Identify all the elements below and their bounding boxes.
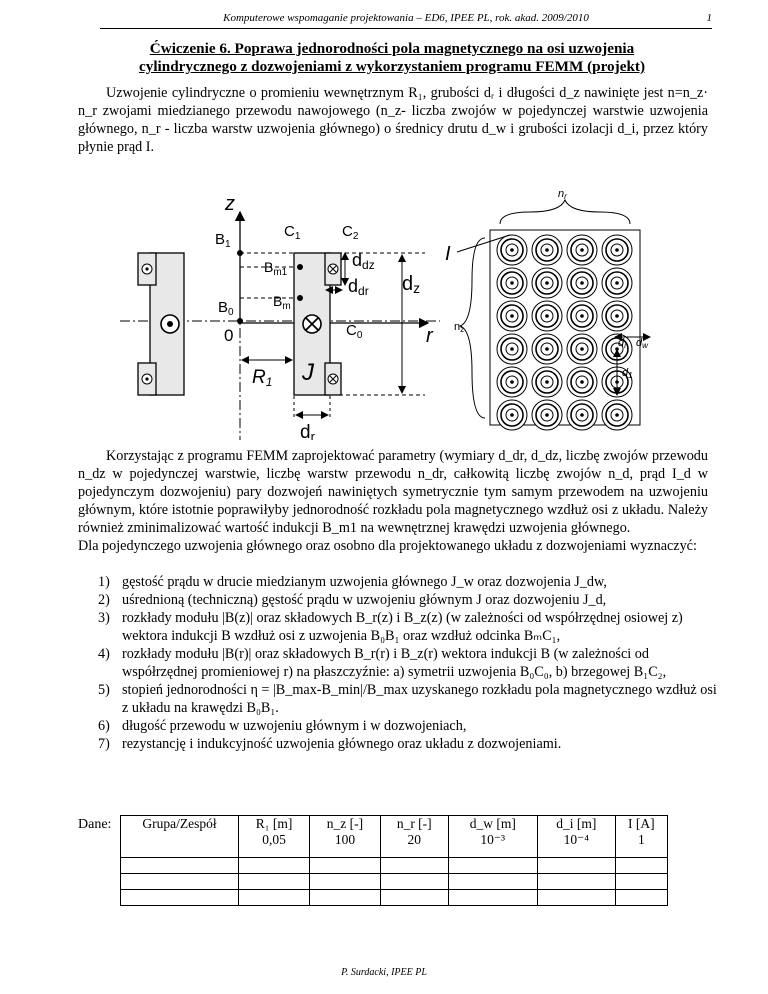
conductor-icon (497, 301, 527, 331)
label-ddr: ddr (348, 276, 369, 298)
conductor-icon (532, 334, 562, 364)
design-text: Korzystając z programu FEMM zaprojektować parametry (wymiary d_dr, d_dz, liczbę zwojów przewodu n_dz w pojedynczej warstwie, liczbę warstw przewodu n_dr, całkowitą liczbę zwojów n_d, prąd I_d w pojedynczym dozwojeniu) pary dozwojeń nawiniętych symetrycznie tym samym przewodem na uzwojeniu głównym, które istotnie poprawiłyby jednorodność rozkładu pola magnetycznego wzdłuż osi z układu. Należy również zminimalizować wartość indukcji B_m1 na wewnętrznej krawędzi uzwojenia głównego. (78, 448, 708, 536)
given-data-table (120, 815, 668, 906)
list-item: 4) rozkłady modułu |B(r)| oraz składowych B_r(r) i B_z(r) wektora indukcji B (w zależności od współrzędnej promieniowej r) na płaszczyźnie: a) symetrii uzwojenia B₀C₀, b) brzegowej B₁C₂, (98, 646, 667, 680)
label-nz: nz (454, 321, 465, 334)
point-bm (297, 295, 303, 301)
label-b0: $B_0$ (218, 299, 234, 318)
conductor-icon (567, 235, 597, 265)
table-row (121, 890, 668, 906)
point-bm1 (297, 264, 303, 270)
table-row (121, 816, 668, 858)
cross-current-icon (328, 374, 338, 384)
conductor-icon (497, 268, 527, 298)
point-b1 (237, 250, 243, 256)
table-cell: d_i [m] 10⁻⁴ (537, 816, 615, 858)
table-cell: n_z [-] 100 (310, 816, 381, 858)
header-rule (100, 28, 712, 29)
label-c2: $C_2$ (342, 223, 359, 242)
label-j: J (302, 359, 314, 386)
conductor-icon (532, 367, 562, 397)
title-line-2: cylindrycznego z dozwojeniami z wykorzystaniem programu FEMM (projekt) (138, 58, 646, 75)
point-b0 (237, 318, 243, 324)
label-dw: dw (636, 337, 648, 350)
design-paragraph (78, 447, 708, 555)
table-row (121, 858, 668, 874)
table-cell: n_r [-] 20 (380, 816, 448, 858)
exercise-title (80, 40, 704, 76)
conductor-icon (567, 268, 597, 298)
list-item: 7) rezystancję i indukcyjność uzwojenia głównego oraz układu z dozwojeniami. (98, 736, 562, 752)
label-dz: dz (402, 273, 421, 296)
table-cell: d_w [m] 10⁻³ (448, 816, 537, 858)
nr-brace (500, 200, 630, 224)
conductor-grid (445, 190, 650, 430)
conductor-icon (567, 400, 597, 430)
list-item: 3) rozkłady modułu |B(z)| oraz składowych B_r(z) i B_z(z) (w zależności od współrzędnej osiowej z) wektora indukcji B wzdłuż osi z uzwojenia B₀B₁ oraz wzdłuż odcinka BₘC₁, (98, 610, 683, 644)
table-row (121, 874, 668, 890)
label-current-i: I (445, 243, 451, 265)
conductor-icon (567, 301, 597, 331)
cross-current-icon (328, 264, 338, 274)
task-list (78, 573, 718, 753)
list-item: 5) stopień jednorodności η = |B_max-B_min|/B_max uzyskanego rozkładu pola magnetycznego wzdłuż osi z układu na krawędzi B₀B₁. (98, 682, 717, 716)
conductor-icon (497, 235, 527, 265)
label-r: r (426, 325, 433, 347)
conductor-icon (532, 400, 562, 430)
table-cell: R₁ [m] 0,05 (239, 816, 310, 858)
conductor-icon (497, 367, 527, 397)
conductor-icon (567, 367, 597, 397)
conductor-icon (567, 334, 597, 364)
label-bm: $B_m$ (273, 293, 291, 312)
list-item: 2) uśrednioną (techniczną) gęstość prądu w uzwojeniu głównym J oraz dozwojeniu J_d, (98, 592, 607, 608)
conductor-icon (532, 235, 562, 265)
label-r1: R1 (252, 367, 273, 389)
title-line-1: Ćwiczenie 6. Poprawa jednorodności pola magnetycznego na osi uzwojenia (149, 40, 635, 57)
conductor-icon (602, 301, 632, 331)
label-di: di (618, 337, 626, 350)
page-number: 1 (706, 12, 712, 24)
table-cell: I [A] 1 (615, 816, 667, 858)
table-cell: Grupa/Zespół (121, 816, 239, 858)
cross-current-large-icon (303, 315, 321, 333)
label-c0: $C_0$ (346, 322, 363, 341)
intro-text: Uzwojenie cylindryczne o promieniu wewnętrznym R₁, grubości dᵣ i długości d_z nawinięte jest n=n_z· n_r zwojami miedzianego przewodu nawojowego (n_z- liczba zwojów w pojedynczej warstwie uzwojenia głównego, n_r - liczba warstw uzwojenia głównego) o średnicy drutu d_w i grubości izolacji d_i, przez który płynie prąd I. (78, 85, 708, 155)
coil-cross-section (120, 193, 440, 440)
label-z: z (225, 193, 235, 215)
conductor-icon (497, 400, 527, 430)
list-item: 6) długość przewodu w uzwojeniu głównym i w dozwojeniach, (98, 718, 467, 734)
conductor-icon (602, 400, 632, 430)
label-origin: 0 (224, 326, 234, 345)
conductor-icon (532, 268, 562, 298)
conductor-icon (602, 235, 632, 265)
tasks-intro: Dla pojedynczego uzwojenia głównego oraz osobno dla projektowanego układu z dozwojeniami wyznaczyć: (78, 538, 697, 554)
conductor-icon (497, 334, 527, 364)
label-b1: $B_1$ (215, 231, 231, 250)
label-c1: $C_1$ (284, 223, 301, 242)
label-bm1: $B_{m1}$ (264, 259, 288, 278)
conductor-icon (602, 268, 632, 298)
label-dr: dr (300, 422, 315, 440)
page-footer: P. Surdacki, IPEE PL (341, 967, 427, 978)
course-info: Komputerowe wspomaganie projektowania – ED6, IPEE PL, rok. akad. 2009/2010 (223, 12, 589, 24)
coil-figure (90, 190, 710, 440)
label-nr: nr (558, 190, 567, 201)
intro-paragraph (78, 84, 708, 156)
list-item: 1) gęstość prądu w drucie miedzianym uzwojenia głównego J_w oraz dozwojenia J_dw, (98, 574, 607, 590)
label-ddz: ddz (352, 250, 375, 272)
label-d1: d1 (622, 367, 633, 380)
conductor-icon (532, 301, 562, 331)
given-label: Dane: (78, 817, 112, 832)
